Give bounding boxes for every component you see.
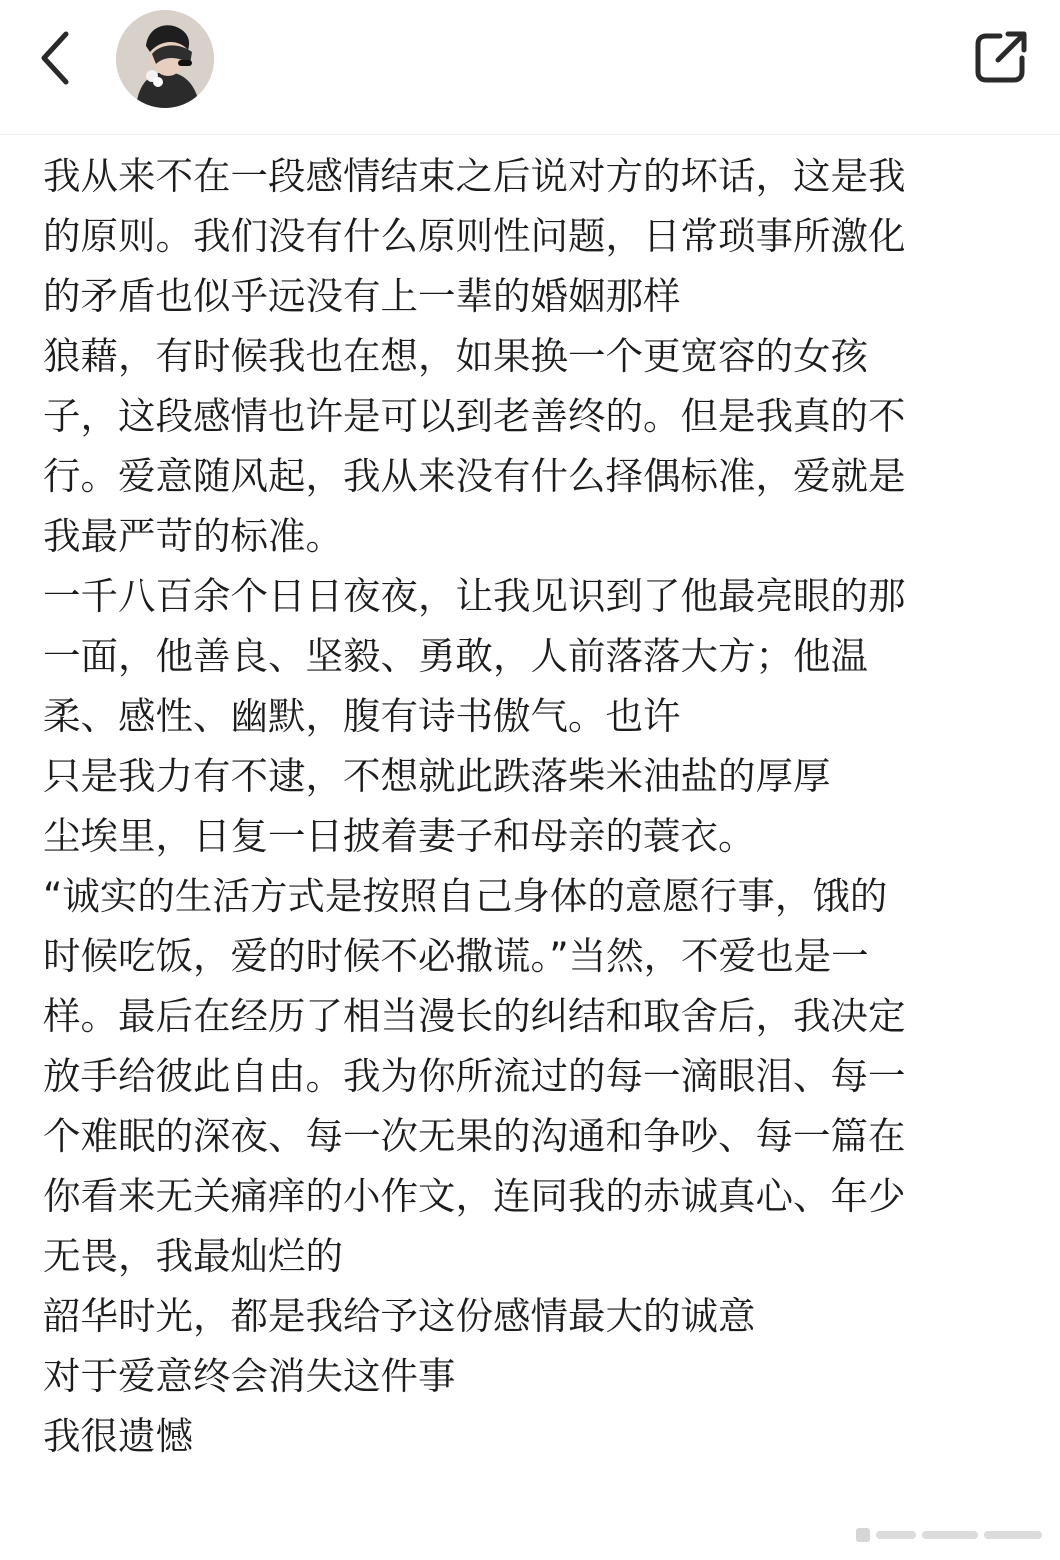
top-bar [0, 0, 1060, 135]
watermark-mark-icon [856, 1522, 1046, 1548]
post-text-line: 对于爱意终会消失这件事 [43, 1354, 456, 1398]
post-body [43, 146, 1023, 1466]
post-text-line: 只是我力有不逮，不想就此跌落柴米油盐的厚厚 [43, 754, 831, 798]
post-text-line: 样。最后在经历了相当漫长的纠结和取舍后，我决定 [43, 994, 906, 1038]
post-text-line: 尘埃里，日复一日披着妻子和母亲的蓑衣。 [43, 814, 756, 858]
back-button[interactable] [28, 24, 88, 94]
post-text-line: 韶华时光，都是我给予这份感情最大的诚意 [43, 1294, 756, 1338]
post-text-line: 狼藉，有时候我也在想，如果换一个更宽容的女孩 [43, 334, 868, 378]
post-text-line: 柔、感性、幽默，腹有诗书傲气。也许 [43, 694, 681, 738]
share-button[interactable] [966, 22, 1036, 92]
post-text-line: 我很遗憾 [43, 1414, 193, 1458]
post-text-line: 时候吃饭，爱的时候不必撒谎。”当然，不爱也是一 [43, 934, 869, 978]
watermark [856, 1522, 1046, 1548]
post-text-line: 子，这段感情也许是可以到老善终的。但是我真的不 [43, 394, 906, 438]
post-text-line: 一面，他善良、坚毅、勇敢，人前落落大方；他温 [43, 634, 868, 678]
post-text-line: 的矛盾也似乎远没有上一辈的婚姻那样 [43, 274, 681, 318]
post-text-line: 你看来无关痛痒的小作文，连同我的赤诚真心、年少 [43, 1174, 906, 1218]
chevron-left-icon [28, 24, 88, 94]
post-text-line: 一千八百余个日日夜夜，让我见识到了他最亮眼的那 [43, 574, 906, 618]
post-text-line: 放手给彼此自由。我为你所流过的每一滴眼泪、每一 [43, 1054, 906, 1098]
post-text-line: 我最严苛的标准。 [43, 514, 343, 558]
post-text-line: 个难眠的深夜、每一次无果的沟通和争吵、每一篇在 [43, 1114, 906, 1158]
avatar[interactable] [116, 10, 214, 108]
post-text-line: 我从来不在一段感情结束之后说对方的坏话，这是我 [43, 154, 906, 198]
post-text-line: 行。爱意随风起，我从来没有什么择偶标准，爱就是 [43, 454, 906, 498]
post-text-line: “诚实的生活方式是按照自己身体的意愿行事，饿的 [43, 874, 888, 918]
post-text-line: 无畏，我最灿烂的 [43, 1234, 343, 1278]
profile-photo-icon [116, 10, 214, 108]
share-external-icon [966, 22, 1036, 92]
post-text-line: 的原则。我们没有什么原则性问题，日常琐事所激化 [43, 214, 906, 258]
